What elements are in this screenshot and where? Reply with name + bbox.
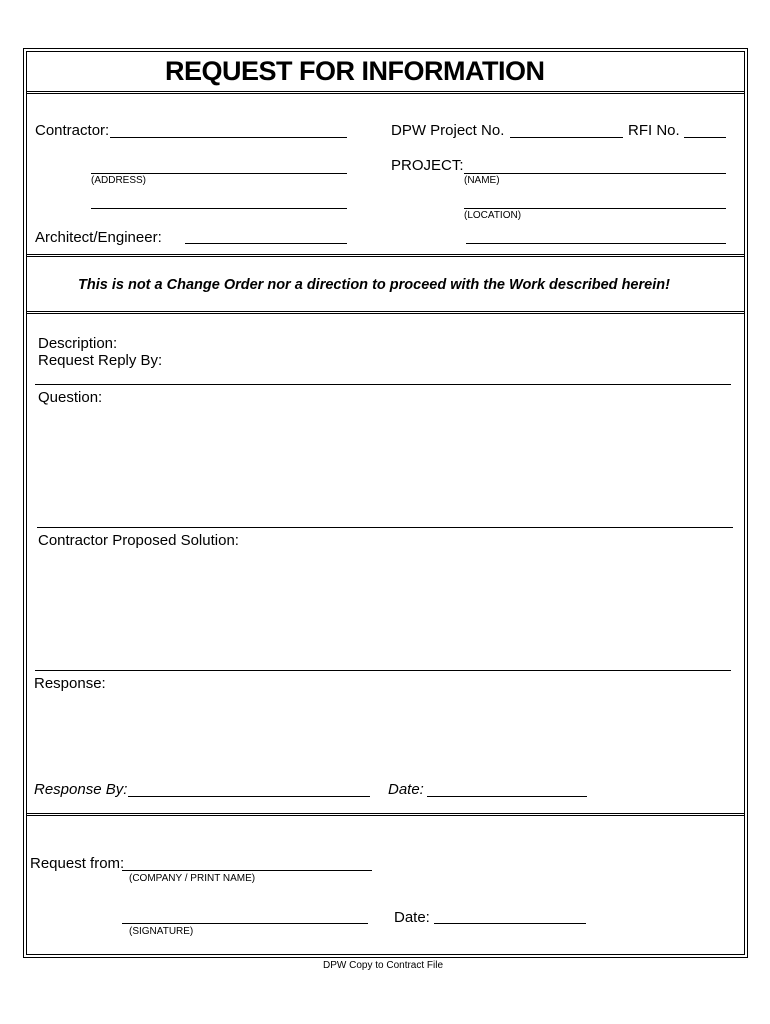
rfi-underline bbox=[684, 137, 726, 138]
address-caption: (ADDRESS) bbox=[91, 175, 147, 186]
address-underline-1 bbox=[91, 173, 347, 174]
warning-divider bbox=[26, 311, 745, 314]
response-label: Response: bbox=[34, 675, 106, 692]
request-date-underline bbox=[434, 923, 586, 924]
request-date-field[interactable] bbox=[434, 906, 586, 924]
company-caption: (COMPANY / PRINT NAME) bbox=[129, 873, 256, 884]
address-field-2[interactable] bbox=[91, 191, 347, 209]
name-caption: (NAME) bbox=[464, 175, 500, 186]
project-name-field[interactable] bbox=[464, 156, 726, 174]
rfi-label: RFI No. bbox=[628, 122, 680, 139]
address-underline-2 bbox=[91, 208, 347, 209]
dpw-project-underline bbox=[510, 137, 623, 138]
request-date-label: Date: bbox=[394, 909, 430, 926]
project-location-field[interactable] bbox=[464, 191, 726, 209]
contractor-label: Contractor: bbox=[35, 122, 110, 139]
title-divider bbox=[26, 91, 745, 94]
description-label: Description: bbox=[38, 335, 118, 352]
contractor-field[interactable] bbox=[110, 120, 347, 138]
warning-text: This is not a Change Order nor a direction to proceed with the Work described herein! bbox=[78, 277, 670, 293]
header-divider bbox=[26, 254, 745, 257]
response-divider bbox=[26, 813, 745, 816]
response-by-field[interactable] bbox=[128, 779, 370, 797]
reply-by-label: Request Reply By: bbox=[38, 352, 163, 369]
response-date-field[interactable] bbox=[427, 779, 587, 797]
rfi-field[interactable] bbox=[684, 120, 726, 138]
address-field-1[interactable] bbox=[91, 156, 347, 174]
dpw-project-field[interactable] bbox=[510, 120, 623, 138]
response-area[interactable] bbox=[34, 696, 724, 771]
project-name-underline bbox=[464, 173, 726, 174]
reply-by-field[interactable] bbox=[170, 350, 725, 368]
dpw-project-label: DPW Project No. bbox=[391, 122, 505, 139]
signature-underline bbox=[122, 923, 368, 924]
project-label: PROJECT: bbox=[391, 157, 464, 174]
contractor-underline bbox=[110, 137, 347, 138]
project-location-underline bbox=[464, 208, 726, 209]
question-label: Question: bbox=[38, 389, 103, 406]
footer-text: DPW Copy to Contract File bbox=[323, 960, 444, 971]
solution-label: Contractor Proposed Solution: bbox=[38, 532, 239, 549]
request-from-label: Request from: bbox=[30, 855, 125, 872]
response-date-label: Date: bbox=[388, 781, 424, 798]
form-title: REQUEST FOR INFORMATION bbox=[165, 56, 545, 86]
solution-area[interactable] bbox=[38, 553, 728, 663]
architect-label: Architect/Engineer: bbox=[35, 229, 162, 246]
response-by-underline bbox=[128, 796, 370, 797]
description-field[interactable] bbox=[135, 333, 725, 351]
request-from-underline bbox=[122, 870, 372, 871]
project-extra-underline bbox=[466, 243, 726, 244]
project-extra-field[interactable] bbox=[466, 226, 726, 244]
solution-divider bbox=[35, 670, 731, 671]
location-caption: (LOCATION) bbox=[464, 210, 522, 221]
signature-field[interactable] bbox=[122, 906, 368, 924]
response-date-underline bbox=[427, 796, 587, 797]
question-divider bbox=[37, 527, 733, 528]
question-area[interactable] bbox=[38, 410, 728, 520]
response-by-label: Response By: bbox=[34, 781, 128, 798]
description-divider bbox=[35, 384, 731, 385]
architect-field[interactable] bbox=[185, 226, 347, 244]
signature-caption: (SIGNATURE) bbox=[129, 926, 194, 937]
request-from-field[interactable] bbox=[122, 853, 372, 871]
architect-underline bbox=[185, 243, 347, 244]
